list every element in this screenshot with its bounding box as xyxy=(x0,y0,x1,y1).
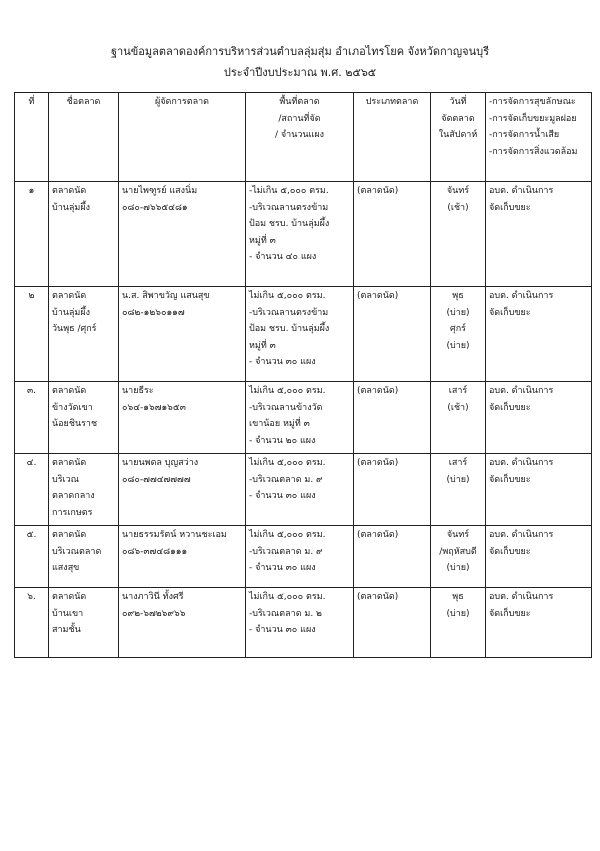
header-area: พื้นที่ตลาด /สถานที่จัด / จำนวนแผง xyxy=(246,93,354,182)
market-day: พุธ (บ่าย) xyxy=(431,588,486,658)
manager: นายไพฑูรย์ แสงนิ่ม ๐๘๐-๗๖๖๕๔๘๑ xyxy=(119,182,246,287)
management: อบต. ดำเนินการ จัดเก็บขยะ xyxy=(486,382,592,454)
fiscal-year-subtitle: ประจำปีงบประมาณ พ.ศ. ๒๕๖๕ xyxy=(223,66,377,79)
market-type: (ตลาดนัด) xyxy=(354,454,431,526)
header-manager: ผู้จัดการตลาด xyxy=(119,93,246,182)
management: อบต. ดำเนินการ จัดเก็บขยะ xyxy=(486,526,592,588)
area: ไม่เกิน ๕,๐๐๐ ตรม. -บริเวณลานตรงข้าม ป้อม ชรบ. บ้านลุ่มผึ้ง หมู่ที่ ๓ - จำนวน ๓๐ แผง xyxy=(246,287,354,382)
market-name: ตลาดนัด บริเวณตลาด แสงสุข xyxy=(49,526,119,588)
table-row xyxy=(15,287,592,382)
market-type: (ตลาดนัด) xyxy=(354,382,431,454)
header-no: ที่ xyxy=(15,93,49,182)
table-row xyxy=(15,454,592,526)
market-name: ตลาดนัด บ้านเขา สามชั้น xyxy=(49,588,119,658)
market-day: เสาร์ (บ่าย) xyxy=(431,454,486,526)
row-no: ๓. xyxy=(15,382,49,454)
area: ไม่เกิน ๕,๐๐๐ ตรม. -บริเวณตลาด ม. ๒ - จำนวน ๓๐ แผง xyxy=(246,588,354,658)
table-header-row xyxy=(15,93,592,182)
market-day: จันทร์ (เช้า) xyxy=(431,182,486,287)
table-row xyxy=(15,526,592,588)
market-type: (ตลาดนัด) xyxy=(354,526,431,588)
area: ไม่เกิน ๕,๐๐๐ ตรม. -บริเวณตลาด ม. ๙ - จำนวน ๓๐ แผง xyxy=(246,454,354,526)
table-row xyxy=(15,382,592,454)
market-name: ตลาดนัด ข้างวัดเขา น้อยชินราช xyxy=(49,382,119,454)
area: ไม่เกิน ๕,๐๐๐ ตรม. -บริเวณตลาด ม. ๙ - จำนวน ๓๐ แผง xyxy=(246,526,354,588)
management: อบต. ดำเนินการ จัดเก็บขยะ xyxy=(486,182,592,287)
market-day: จันทร์ /พฤหัสบดี (บ่าย) xyxy=(431,526,486,588)
document-title: ฐานข้อมูลตลาดองค์การบริหารส่วนตำบลลุ่มสุ่ม อำเภอไทรโยค จังหวัดกาญจนบุรี xyxy=(110,45,490,58)
market-name: ตลาดนัด บ้านลุ่มผึ้ง วันพุธ /ศุกร์ xyxy=(49,287,119,382)
row-no: ๖. xyxy=(15,588,49,658)
area: -ไม่เกิน ๕,๐๐๐ ตรม. -บริเวณลานตรงข้าม ป้อม ชรบ. บ้านลุ่มผึ้ง หมู่ที่ ๓ - จำนวน ๔๐ แผง xyxy=(246,182,354,287)
manager: นายนพดล บุญสว่าง ๐๘๐-๗๗๔๗๗๗๗ xyxy=(119,454,246,526)
header-market-type: ประเภทตลาด xyxy=(354,93,431,182)
market-type: (ตลาดนัด) xyxy=(354,287,431,382)
header-day: วันที่ จัดตลาด ในสัปดาห์ xyxy=(431,93,486,182)
row-no: ๕. xyxy=(15,526,49,588)
market-table xyxy=(14,92,592,658)
manager: นายธรรมรัตน์ หวานชะเอม ๐๘๖-๓๗๔๘๑๑๑ xyxy=(119,526,246,588)
header-market-name: ชื่อตลาด xyxy=(49,93,119,182)
manager: นายธีระ ๐๖๔-๑๖๗๑๖๕๓ xyxy=(119,382,246,454)
table-row xyxy=(15,182,592,287)
market-day: เสาร์ (เช้า) xyxy=(431,382,486,454)
market-name: ตลาดนัด บริเวณ ตลาดกลาง การเกษตร xyxy=(49,454,119,526)
manager: น.ส. สิพาขวัญ แสนสุข ๐๘๒-๑๒๖๐๑๑๗ xyxy=(119,287,246,382)
row-no: ๑ xyxy=(15,182,49,287)
market-type: (ตลาดนัด) xyxy=(354,182,431,287)
market-type: (ตลาดนัด) xyxy=(354,588,431,658)
row-no: ๒ xyxy=(15,287,49,382)
market-name: ตลาดนัด บ้านลุ่มผึ้ง xyxy=(49,182,119,287)
row-no: ๔. xyxy=(15,454,49,526)
market-day: พุธ (บ่าย) ศุกร์ (บ่าย) xyxy=(431,287,486,382)
table-row xyxy=(15,588,592,658)
area: ไม่เกิน ๕,๐๐๐ ตรม. -บริเวณลานข้างวัด เขาน้อย หมู่ที่ ๓ - จำนวน ๒๐ แผง xyxy=(246,382,354,454)
manager: นางภาวินี ทั้งศรี ๐๙๒-๖๗๒๖๙๖๖ xyxy=(119,588,246,658)
management: อบต. ดำเนินการ จัดเก็บขยะ xyxy=(486,588,592,658)
management: อบต. ดำเนินการ จัดเก็บขยะ xyxy=(486,287,592,382)
header-management: -การจัดการสุขลักษณะ -การจัดเก็บขยะมูลฝอย -การจัดการน้ำเสีย -การจัดการสิ่งแวดล้อม xyxy=(486,93,592,182)
management: อบต. ดำเนินการ จัดเก็บขยะ xyxy=(486,454,592,526)
